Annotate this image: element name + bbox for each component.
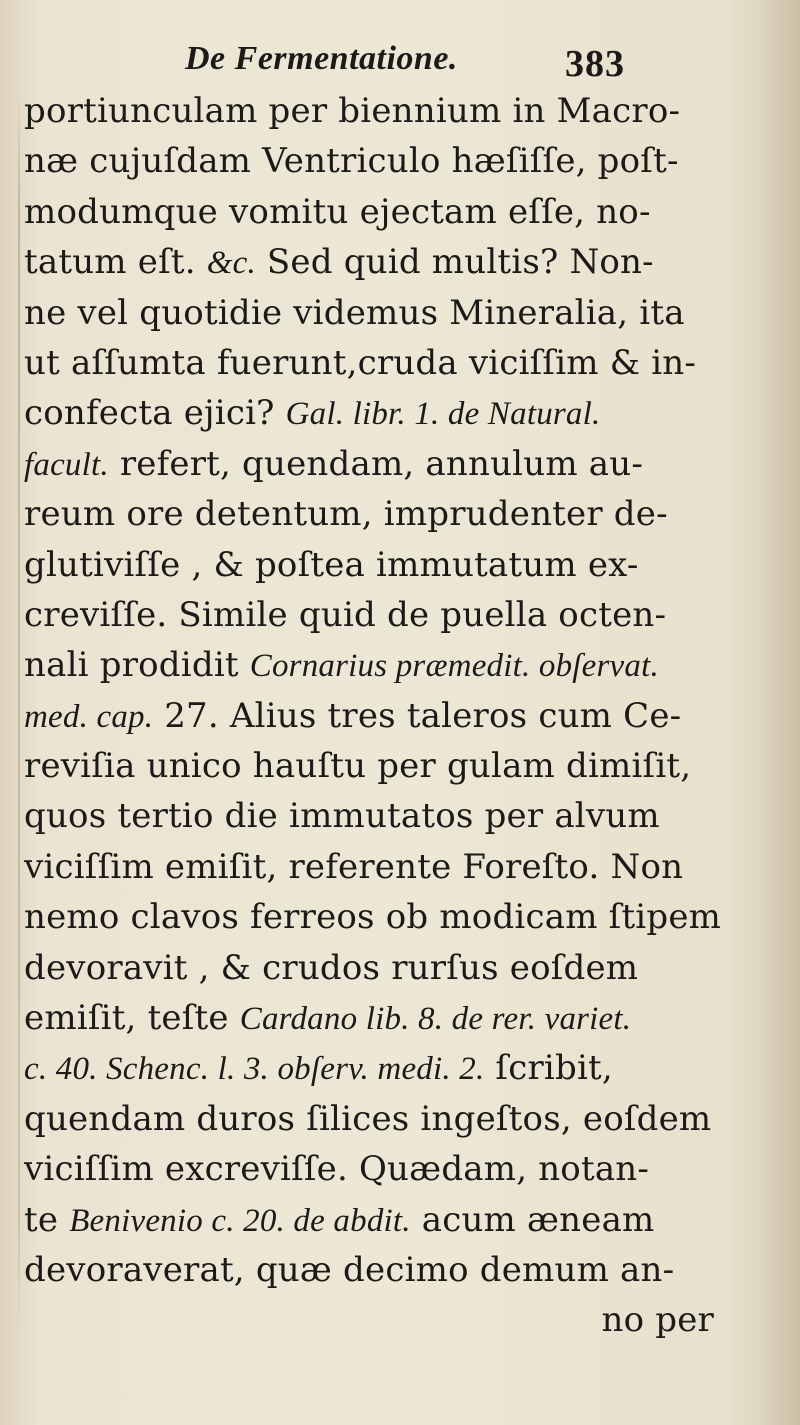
- text-run: viciſſim excreviſſe. Quædam, notan-: [24, 1149, 650, 1190]
- text-line: [24, 791, 724, 841]
- text-run: devoravit , & crudos rurſus eoſdem: [24, 947, 639, 988]
- text-line: [24, 540, 724, 590]
- text-run: creviſſe. Simile quid de puella octen-: [24, 594, 667, 635]
- italic-citation: &c.: [206, 245, 256, 282]
- text-line: [24, 640, 724, 690]
- text-run: portiunculam per biennium in Macro-: [24, 91, 681, 131]
- text-line: [24, 338, 724, 388]
- text-run: reum ore detentum, imprudenter de-: [24, 494, 668, 535]
- text-line: [24, 1043, 724, 1093]
- text-line: [24, 1094, 724, 1144]
- text-line: [24, 187, 724, 237]
- running-title: De Fermentatione.: [185, 40, 458, 77]
- text-line: [24, 1295, 724, 1345]
- text-run: nali prodidit: [24, 645, 250, 686]
- text-run: ne vel quotidie videmus Mineralia, ita: [24, 292, 685, 333]
- text-line: [24, 237, 724, 287]
- text-run: tatum eſt.: [24, 242, 207, 283]
- text-line: [24, 288, 724, 338]
- page-gutter-shadow: [18, 90, 20, 1330]
- text-run: næ cujuſdam Ventriculo hæſiſſe, poſt-: [24, 141, 679, 182]
- text-line: [24, 439, 724, 489]
- text-run: Sed quid multis? Non-: [255, 242, 654, 283]
- text-run: confecta ejici?: [24, 393, 286, 434]
- text-line: [24, 136, 724, 186]
- text-line: [24, 741, 724, 791]
- text-line: [24, 943, 724, 993]
- text-run: glutiviſſe , & poſtea immutatum ex-: [24, 544, 639, 585]
- italic-citation: med. cap.: [24, 698, 154, 735]
- italic-citation: Benivenio c. 20. de abdit.: [69, 1202, 411, 1239]
- text-line: [24, 993, 724, 1043]
- text-line: [24, 86, 724, 136]
- text-run: reviſia unico hauſtu per gulam dimiſit,: [24, 746, 692, 787]
- text-line: [24, 1195, 724, 1245]
- italic-citation: Gal. libr. 1. de Natural.: [285, 396, 601, 433]
- text-line: [24, 842, 724, 892]
- italic-citation: Cornarius præmedit. obſervat.: [249, 648, 659, 685]
- text-line: [24, 489, 724, 539]
- page-number: 383: [565, 43, 625, 85]
- text-line: [24, 388, 724, 438]
- running-head: [185, 38, 625, 88]
- text-run: ſcribit,: [484, 1048, 613, 1089]
- text-run: nemo clavos ferreos ob modicam ſtipem: [24, 897, 722, 938]
- italic-citation: c. 40. Schenc. l. 3. obſerv. medi. 2.: [24, 1051, 485, 1088]
- text-run: no per: [601, 1300, 714, 1341]
- text-run: acum æneam: [410, 1199, 655, 1240]
- italic-citation: Cardano lib. 8. de rer. variet.: [239, 1001, 632, 1038]
- italic-citation: facult.: [24, 446, 109, 483]
- text-line: [24, 1144, 724, 1194]
- text-run: quos tertio die immutatos per alvum: [24, 796, 660, 837]
- body-text: [24, 86, 724, 1346]
- text-run: te: [24, 1199, 70, 1240]
- text-run: devoraverat, quæ decimo demum an-: [24, 1249, 675, 1290]
- text-line: [24, 691, 724, 741]
- text-line: [24, 590, 724, 640]
- text-run: ut aſſumta fuerunt,cruda viciſſim & in-: [24, 342, 697, 383]
- page-edge-shade: [730, 0, 800, 1425]
- text-run: emiſit, teſte: [24, 998, 240, 1039]
- text-run: quendam duros ſilices ingeſtos, eoſdem: [24, 1098, 712, 1139]
- text-line: [24, 892, 724, 942]
- text-run: 27. Alius tres taleros cum Ce-: [153, 695, 682, 736]
- text-line: [24, 1245, 724, 1295]
- text-run: refert, quendam, annulum au-: [108, 443, 644, 484]
- text-run: viciſſim emiſit, referente Foreſto. Non: [24, 846, 684, 887]
- text-run: modumque vomitu ejectam eſſe, no-: [24, 191, 651, 232]
